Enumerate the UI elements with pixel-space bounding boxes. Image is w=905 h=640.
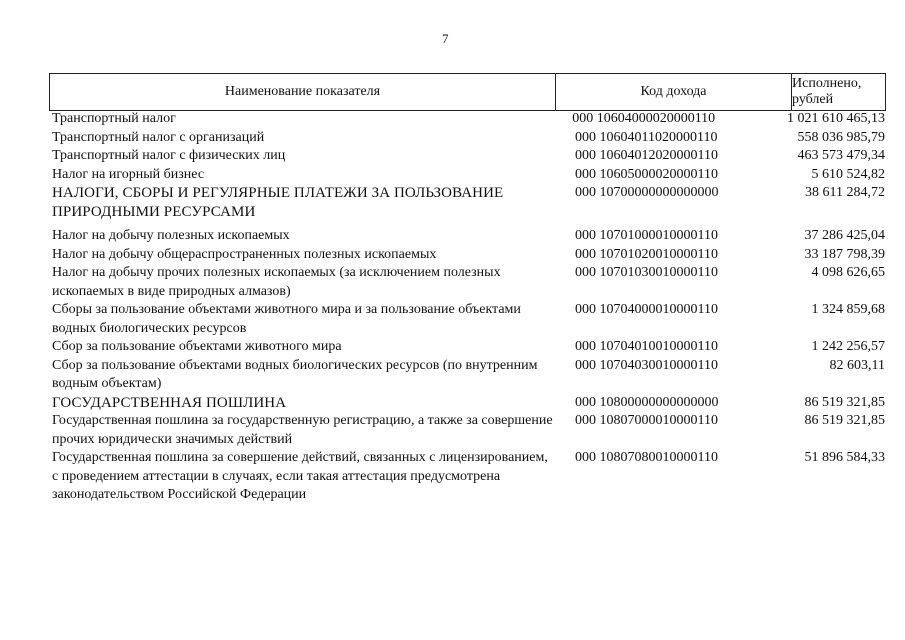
table-row bbox=[49, 147, 886, 166]
row-code: 000 10604012020000110 bbox=[575, 148, 718, 163]
row-name: Государственная пошлина за государственную регистрацию, а также за совершение прочих юридически значимых действий bbox=[52, 413, 553, 447]
table-row bbox=[49, 412, 886, 449]
table-row bbox=[49, 338, 886, 357]
header-code: Код дохода bbox=[556, 74, 792, 110]
table-row bbox=[49, 129, 886, 148]
row-code: 000 10807080010000110 bbox=[575, 450, 718, 465]
row-code: 000 10701020010000110 bbox=[575, 246, 718, 262]
row-name: Транспортный налог с физических лиц bbox=[52, 148, 286, 163]
row-sum: 1 242 256,57 bbox=[811, 339, 885, 354]
row-name: Государственная пошлина за совершение действий, связанных с лицензированием, с проведением аттестации в случаях, если такая аттестация предусмотрена законодательством Российской Федерации bbox=[52, 450, 548, 502]
row-name: Сбор за пользование объектами животного мира bbox=[52, 339, 342, 354]
row-sum: 86 519 321,85 bbox=[804, 413, 885, 428]
row-code: 000 10605000020000110 bbox=[575, 166, 718, 182]
row-name: Транспортный налог bbox=[52, 111, 176, 126]
table-row bbox=[49, 357, 886, 394]
row-code: 000 10700000000000000 bbox=[575, 185, 719, 200]
row-sum: 33 187 798,39 bbox=[804, 246, 885, 262]
row-code: 000 10704030010000110 bbox=[575, 357, 718, 373]
table-row bbox=[49, 227, 886, 246]
row-code: 000 10704000010000110 bbox=[575, 302, 718, 317]
table-row bbox=[49, 449, 886, 505]
row-code: 000 10807000010000110 bbox=[575, 413, 718, 428]
row-name: Сборы за пользование объектами животного мира и за пользование объектами водных биологических ресурсов bbox=[52, 302, 521, 336]
row-sum: 86 519 321,85 bbox=[804, 394, 885, 410]
row-sum: 37 286 425,04 bbox=[804, 228, 885, 243]
header-sum: Исполнено, рублей bbox=[792, 76, 862, 107]
row-sum: 5 610 524,82 bbox=[811, 166, 885, 182]
table-row bbox=[49, 246, 886, 265]
row-code: 000 10701000010000110 bbox=[575, 228, 718, 243]
row-sum: 558 036 985,79 bbox=[797, 129, 885, 145]
row-name: ГОСУДАРСТВЕННАЯ ПОШЛИНА bbox=[52, 394, 287, 411]
row-code: 000 10604000020000110 bbox=[572, 111, 716, 126]
row-name: Сбор за пользование объектами водных биологических ресурсов (по внутренним водным объектам) bbox=[52, 357, 538, 391]
table-row-section bbox=[49, 184, 886, 221]
table-body bbox=[49, 110, 886, 505]
row-code: 000 10800000000000000 bbox=[575, 394, 719, 410]
table-row bbox=[49, 264, 886, 301]
page-number: 7 bbox=[442, 31, 449, 46]
row-code: 000 10604011020000110 bbox=[575, 129, 718, 145]
table-row-section bbox=[49, 394, 886, 413]
row-name: Транспортный налог с организаций bbox=[52, 129, 265, 145]
table-header bbox=[49, 73, 886, 111]
row-name: НАЛОГИ, СБОРЫ И РЕГУЛЯРНЫЕ ПЛАТЕЖИ ЗА ПОЛЬЗОВАНИЕ ПРИРОДНЫМИ РЕСУРСАМИ bbox=[52, 185, 504, 220]
header-name: Наименование показателя bbox=[50, 74, 556, 110]
row-code: 000 10704010010000110 bbox=[575, 339, 718, 354]
row-sum: 1 021 610 465,13 bbox=[787, 111, 885, 126]
row-sum: 82 603,11 bbox=[829, 357, 885, 373]
row-name: Налог на игорный бизнес bbox=[52, 166, 205, 182]
row-name: Налог на добычу полезных ископаемых bbox=[52, 228, 290, 243]
row-name: Налог на добычу общераспространенных полезных ископаемых bbox=[52, 246, 437, 262]
row-sum: 463 573 479,34 bbox=[797, 148, 885, 163]
row-sum: 4 098 626,65 bbox=[811, 265, 885, 280]
row-sum: 51 896 584,33 bbox=[804, 450, 885, 465]
table-row bbox=[49, 301, 886, 338]
row-sum: 1 324 859,68 bbox=[811, 302, 885, 317]
row-code: 000 10701030010000110 bbox=[575, 265, 718, 280]
table-row bbox=[49, 166, 886, 185]
row-sum: 38 611 284,72 bbox=[805, 185, 885, 200]
table-row bbox=[49, 110, 886, 129]
row-name: Налог на добычу прочих полезных ископаемых (за исключением полезных ископаемых в виде природных алмазов) bbox=[52, 265, 501, 299]
